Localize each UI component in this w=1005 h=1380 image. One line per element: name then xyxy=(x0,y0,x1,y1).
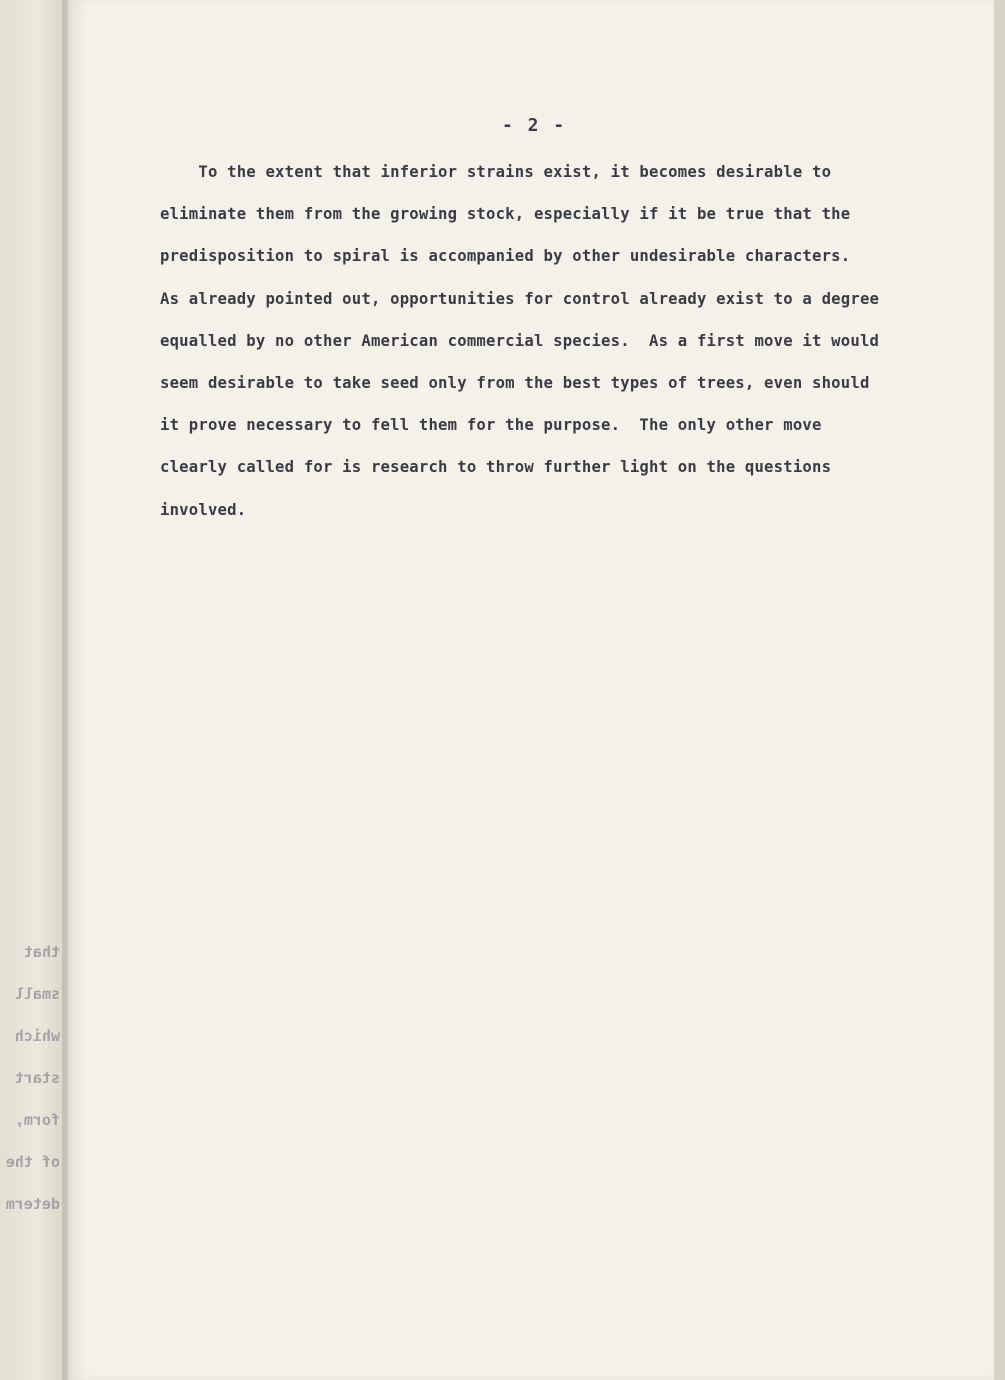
text-line: seem desirable to take seed only from the best types of trees, even should xyxy=(160,373,870,392)
bleed-fragment: which xyxy=(14,1027,60,1045)
text-line: predisposition to spiral is accompanied by other undesirable characters. xyxy=(160,247,851,266)
body-paragraph xyxy=(160,158,980,538)
text-line: eliminate them from the growing stock, especially if it be true that the xyxy=(160,205,851,224)
text-line: clearly called for is research to throw further light on the questions xyxy=(160,458,832,477)
bleed-fragment: form, xyxy=(14,1111,60,1129)
text-line: it prove necessary to fell them for the purpose. The only other move xyxy=(160,416,822,435)
document-page xyxy=(74,0,994,1380)
bleed-fragment: that xyxy=(23,943,60,961)
bleed-fragment: determ xyxy=(5,1195,60,1213)
page-right-edge xyxy=(994,0,1005,1380)
page-number: - 2 - xyxy=(502,115,567,136)
text-line: equalled by no other American commercial species. As a first move it would xyxy=(160,331,880,350)
bleed-fragment: start xyxy=(14,1069,60,1087)
text-line: As already pointed out, opportunities for control already exist to a degree xyxy=(160,289,880,308)
previous-page-edge xyxy=(0,0,68,1380)
text-line: involved. xyxy=(160,500,247,519)
text-line: To the extent that inferior strains exist, it becomes desirable to xyxy=(160,163,832,181)
bleed-fragment: small xyxy=(14,985,60,1003)
bleed-fragment: of the xyxy=(5,1153,60,1171)
